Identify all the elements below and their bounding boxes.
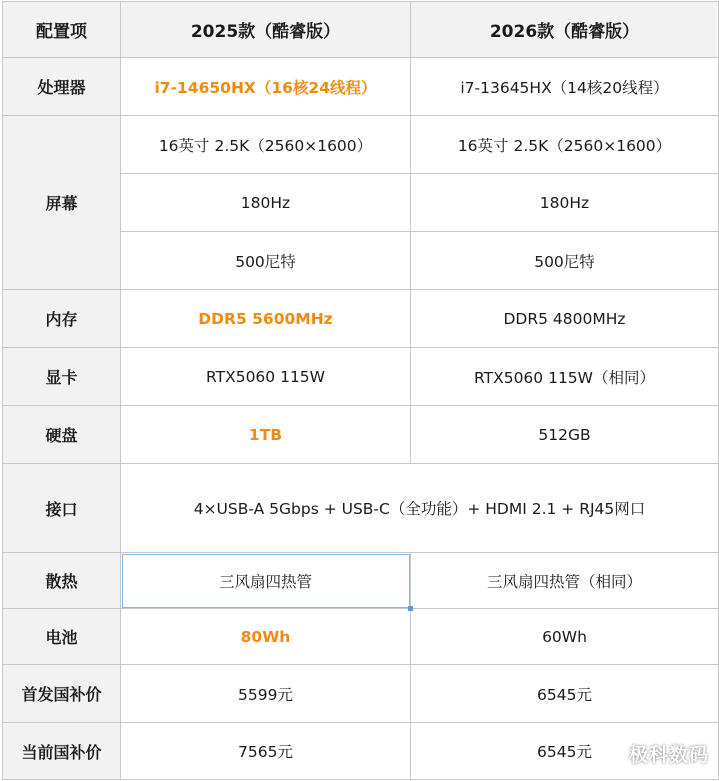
gpu-2025-value[interactable]: RTX5060 115W — [121, 348, 411, 406]
row-label-current-price: 当前国补价 — [3, 723, 121, 780]
cpu-2026-value[interactable]: i7-13645HX（14核20线程） — [411, 58, 719, 116]
table-row-battery — [3, 609, 719, 665]
spec-comparison-table — [2, 1, 719, 780]
row-label-memory: 内存 — [3, 290, 121, 348]
row-label-cpu: 处理器 — [3, 58, 121, 116]
selection-handle[interactable] — [408, 606, 413, 611]
ports-value[interactable]: 4×USB-A 5Gbps + USB-C（全功能）+ HDMI 2.1 + RJ45网口 — [121, 464, 719, 553]
screen-size-2026-value[interactable]: 16英寸 2.5K（2560×1600） — [411, 116, 719, 174]
row-label-battery: 电池 — [3, 609, 121, 665]
storage-2026-value[interactable]: 512GB — [411, 406, 719, 464]
header-2026-model: 2026款（酷睿版） — [411, 2, 719, 58]
row-label-launch-price: 首发国补价 — [3, 665, 121, 723]
row-label-cooling: 散热 — [3, 553, 121, 609]
launch-price-2025-value[interactable]: 5599元 — [121, 665, 411, 723]
launch-price-2026-value[interactable]: 6545元 — [411, 665, 719, 723]
row-label-gpu: 显卡 — [3, 348, 121, 406]
screen-size-2025-value[interactable]: 16英寸 2.5K（2560×1600） — [121, 116, 411, 174]
memory-2026-value[interactable]: DDR5 4800MHz — [411, 290, 719, 348]
table-row-storage — [3, 406, 719, 464]
table-row-cooling — [3, 553, 719, 609]
screen-rate-2026-value[interactable]: 180Hz — [411, 174, 719, 232]
table-row-memory — [3, 290, 719, 348]
current-price-2026-value[interactable]: 6545元 — [411, 723, 719, 780]
table-row-screen-size — [3, 116, 719, 174]
row-label-ports: 接口 — [3, 464, 121, 553]
table-row-ports — [3, 464, 719, 553]
screen-brightness-2026-value[interactable]: 500尼特 — [411, 232, 719, 290]
watermark-text: 极科数码 — [628, 744, 709, 766]
battery-2025-value[interactable]: 80Wh — [121, 609, 411, 665]
storage-2025-value[interactable]: 1TB — [121, 406, 411, 464]
memory-2025-value[interactable]: DDR5 5600MHz — [121, 290, 411, 348]
header-config-item: 配置项 — [3, 2, 121, 58]
gpu-2026-value[interactable]: RTX5060 115W（相同） — [411, 348, 719, 406]
table-row-current-price — [3, 723, 719, 780]
table-row-cpu — [3, 58, 719, 116]
screen-brightness-2025-value[interactable]: 500尼特 — [121, 232, 411, 290]
header-2025-model: 2025款（酷睿版） — [121, 2, 411, 58]
row-label-screen: 屏幕 — [3, 116, 121, 290]
cooling-2025-text: 三风扇四热管 — [218, 572, 312, 591]
table-row-launch-price — [3, 665, 719, 723]
cooling-2025-value[interactable] — [121, 553, 411, 609]
table-row-gpu — [3, 348, 719, 406]
table-header-row — [3, 2, 719, 58]
screen-rate-2025-value[interactable]: 180Hz — [121, 174, 411, 232]
row-label-storage: 硬盘 — [3, 406, 121, 464]
battery-2026-value[interactable]: 60Wh — [411, 609, 719, 665]
cooling-2026-value[interactable]: 三风扇四热管（相同） — [411, 553, 719, 609]
current-price-2025-value[interactable]: 7565元 — [121, 723, 411, 780]
cpu-2025-value[interactable]: i7-14650HX（16核24线程） — [121, 58, 411, 116]
